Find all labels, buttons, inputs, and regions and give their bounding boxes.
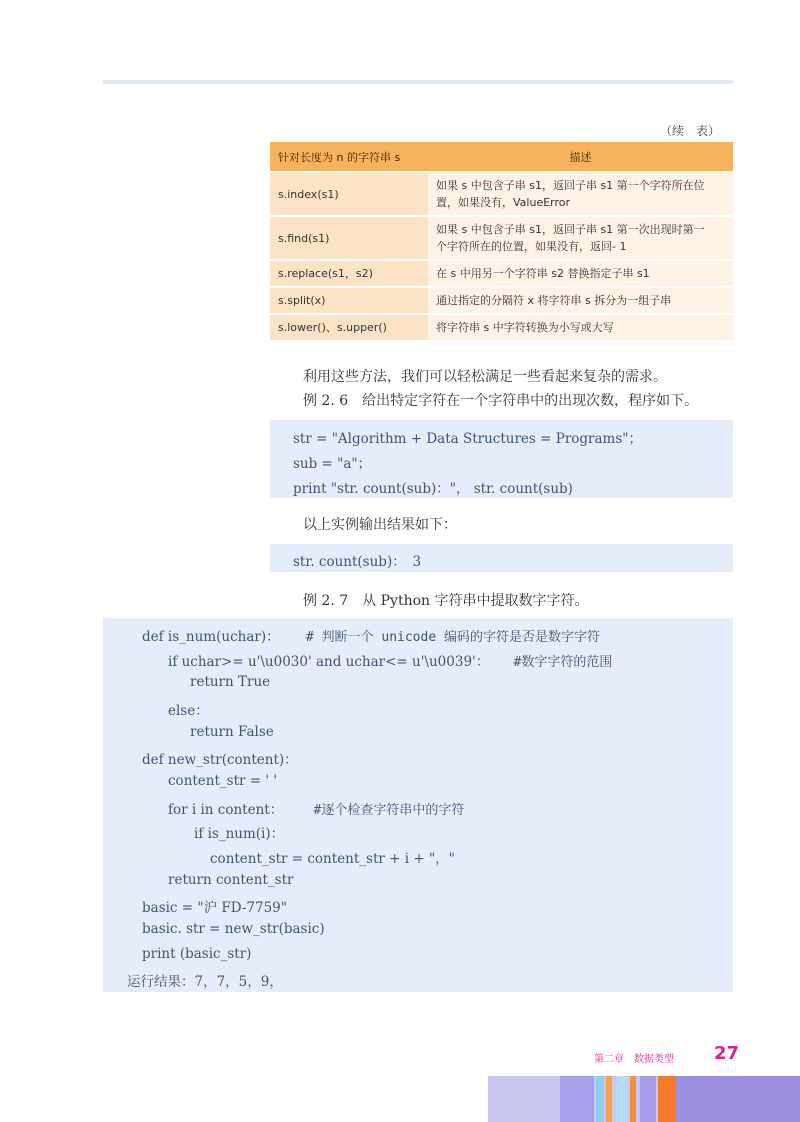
table-header-method: 针对长度为 n 的字符串 s <box>270 142 428 171</box>
deco-bar <box>596 1076 604 1122</box>
desc-cell <box>428 288 733 313</box>
table-row <box>270 217 733 259</box>
code-comment: #数字字符的范围 <box>513 655 613 670</box>
code-line: print (basic_str) <box>142 946 252 962</box>
desc-line: 如果 s 中包含子串 s1，返回子串 s1 第一次出现时第一 <box>436 223 705 236</box>
code-comment: #逐个检查字符串中的字符 <box>313 803 465 818</box>
table-header-row <box>270 142 733 171</box>
desc-cell <box>428 173 733 215</box>
code-line: if is_num(i)： <box>194 826 285 842</box>
desc-line: 通过指定的分隔符 x 将字符串 s 拆分为一组子串 <box>436 294 672 307</box>
method-cell: s.find(s1) <box>270 217 428 259</box>
desc-cell <box>428 217 733 259</box>
code-line: basic = "沪 FD-7759" <box>142 900 287 916</box>
table-row <box>270 261 733 286</box>
deco-bar <box>616 1076 628 1122</box>
table-row <box>270 173 733 215</box>
code-block-count <box>270 420 733 498</box>
code-line: content_str = content_str + i + "，" <box>210 851 455 867</box>
deco-bar <box>630 1076 636 1122</box>
method-cell: s.replace(s1，s2) <box>270 261 428 286</box>
example-2-7-heading: 例 2. 7 从 Python 字符串中提取数字字符。 <box>303 593 589 609</box>
code-line: content_str = ' ' <box>168 773 278 789</box>
code-line: def new_str(content)： <box>142 752 298 768</box>
desc-line: 个字符所在的位置，如果没有，返回- 1 <box>436 240 627 253</box>
code-line: return True <box>190 674 271 690</box>
deco-bar <box>676 1076 800 1122</box>
example-2-6-heading: 例 2. 6 给出特定字符在一个字符串中的出现次数，程序如下。 <box>303 393 699 409</box>
method-cell: s.lower()、s.upper() <box>270 315 428 340</box>
deco-bar <box>640 1076 656 1122</box>
output-intro-paragraph: 以上实例输出结果如下： <box>303 517 457 533</box>
method-cell: s.split(x) <box>270 288 428 313</box>
code-line: return content_str <box>168 872 294 888</box>
table-row <box>270 315 733 340</box>
desc-line: 在 s 中用另一个字符串 s2 替换指定子串 s1 <box>436 267 650 280</box>
code-text: def is_num(uchar)： <box>142 629 280 645</box>
method-cell: s.index(s1) <box>270 173 428 215</box>
intro-paragraph: 利用这些方法，我们可以轻松满足一些看起来复杂的需求。 <box>303 369 667 385</box>
desc-line: 将字符串 s 中字符转换为小写或大写 <box>436 321 614 334</box>
code-block-output <box>270 544 733 572</box>
desc-cell <box>428 261 733 286</box>
code-block-extract-digits <box>103 618 733 992</box>
code-line: str = "Algorithm + Data Structures = Programs"； <box>293 431 642 447</box>
code-line: return False <box>190 724 274 740</box>
chapter-label: 第二章 数据类型 <box>594 1054 674 1065</box>
table-header-desc: 描述 <box>428 142 733 171</box>
code-line: basic. str = new_str(basic) <box>142 921 325 937</box>
code-line: else： <box>168 703 209 719</box>
deco-bar <box>560 1076 594 1122</box>
desc-line: 置，如果没有，ValueError <box>436 196 571 209</box>
code-line <box>168 798 464 818</box>
methods-table <box>270 140 733 342</box>
page-number: 27 <box>714 1043 740 1064</box>
code-line <box>168 650 612 670</box>
code-comment: # 判断一个 unicode 编码的字符是否是数字字符 <box>305 630 600 645</box>
table-row <box>270 288 733 313</box>
code-line: str. count(sub)： 3 <box>293 554 422 570</box>
code-line: sub = "a"； <box>293 456 372 472</box>
deco-bar <box>658 1076 676 1122</box>
code-line <box>142 625 600 645</box>
desc-line: 如果 s 中包含子串 s1，返回子串 s1 第一个字符所在位 <box>436 179 705 192</box>
code-line: print "str. count(sub)："， str. count(sub) <box>293 481 573 497</box>
deco-bar <box>606 1076 612 1122</box>
top-rule <box>103 80 733 84</box>
code-line-result: 运行结果：7，7，5，9， <box>127 974 283 990</box>
code-text: for i in content： <box>168 802 284 818</box>
code-text: if uchar>= u'\u0030' and uchar<= u'\u0039'： <box>168 654 490 670</box>
desc-cell <box>428 315 733 340</box>
continued-label: （续 表） <box>660 124 721 138</box>
